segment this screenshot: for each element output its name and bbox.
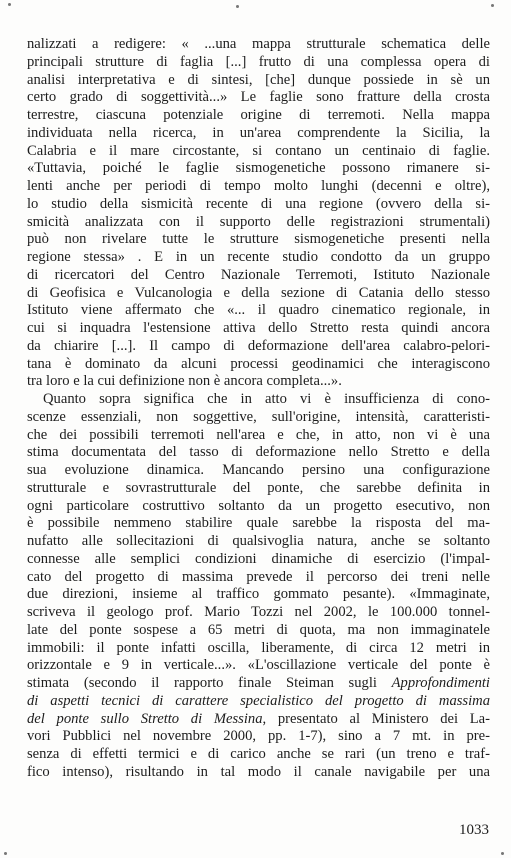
text-line: late del ponte sospese a 65 metri di quota, ma non immaginatele bbox=[27, 621, 490, 638]
text-line: stimata (secondo il rapporto finale Steiman sugli Approfondimenti bbox=[27, 675, 490, 691]
text-line: «Tuttavia, poiché le faglie sismogenetiche possono rimanere si- bbox=[27, 160, 490, 177]
scan-speck bbox=[8, 3, 11, 6]
scan-speck bbox=[4, 852, 7, 855]
text-line: che dei possibili terremoti nell'area e che, in atto, non vi è una bbox=[27, 426, 490, 443]
text-line: certo grado di soggettività...» Le faglie sono fratture della crosta bbox=[27, 89, 490, 106]
text-line: di aspetti tecnici di carattere specialistico del progetto di massima bbox=[27, 692, 490, 709]
text-line: tana è dominato da alcuni processi geodinamici che interagiscono bbox=[27, 355, 490, 372]
text-line: smicità analizzata con il supporto delle registrazioni strumentali) bbox=[27, 213, 490, 230]
body-text bbox=[27, 36, 490, 782]
text-line: immobili: il ponte infatti oscilla, liberamente, di circa 12 metri in bbox=[27, 639, 490, 656]
text-line: del ponte sullo Stretto di Messina, presentato al Ministero dei La- bbox=[27, 710, 490, 727]
text-line: orizzontale e 9 in verticale...». «L'oscillazione verticale del ponte è bbox=[27, 657, 490, 674]
text-line: fico intenso), risultando in tal modo il canale navigabile per una bbox=[27, 763, 490, 780]
text-line: cui si inquadra l'estensione attiva dello Stretto resta quindi ancora bbox=[27, 320, 490, 336]
text-line: cato del progetto di massima prevede il percorso dei treni nelle bbox=[27, 568, 490, 585]
text-line: due direzioni, insieme al traffico gommato pesante). «Immaginate, bbox=[27, 586, 490, 603]
text-line: stima documentata del tasso di deformazione nello Stretto e della bbox=[27, 444, 490, 461]
text-line: tra loro e la cui definizione non è ancora completa...». bbox=[27, 373, 342, 390]
text-line: lo studio della sismicità recente di una regione (ovvero della si- bbox=[27, 195, 490, 212]
text-line: individuata nella ricerca, in un'area comprendente la Sicilia, la bbox=[27, 124, 490, 141]
text-line: principali strutture di faglia [...] frutto di una complessa opera di bbox=[27, 53, 490, 70]
text-line: lenti anche per periodi di tempo molto lunghi (decenni e oltre), bbox=[27, 178, 490, 194]
text-line: ogni particolare costruttivo soltanto da un progetto esecutivo, non bbox=[27, 497, 490, 514]
text-line: è possibile nemmeno stabilire quale sarebbe la risposta del ma- bbox=[27, 515, 490, 532]
text-line: senza di effetti termici e di carico anche se rari (un treno e traf- bbox=[27, 746, 490, 762]
text-line: Istituto viene affermato che «... il quadro cinematico regionale, in bbox=[27, 302, 490, 319]
text-line: connesse alle semplici condizioni dinamiche di esercizio (l'impal- bbox=[27, 550, 490, 567]
scan-speck bbox=[491, 4, 494, 7]
page-number: 1033 bbox=[459, 822, 489, 838]
text-line: scenze essenziali, non soggettive, sull'origine, intensità, caratteristi- bbox=[27, 408, 490, 425]
text-line: sua evoluzione dinamica. Mancando persino una configurazione bbox=[27, 462, 490, 478]
text-line: Calabria e il mare circostante, si contano un centinaio di faglie. bbox=[27, 142, 490, 159]
text-line: vori Pubblici nel novembre 2000, pp. 1-7), sino a 7 mt. in pre- bbox=[27, 728, 490, 745]
text-line: di Geofisica e Vulcanologia e della sezione di Catania dello stesso bbox=[27, 284, 490, 301]
text-line: nalizzati a redigere: « ...una mappa strutturale schematica delle bbox=[27, 36, 490, 52]
scan-speck bbox=[236, 5, 239, 8]
text-line: può non rivelare tutte le strutture sismogenetiche presenti nella bbox=[27, 231, 490, 248]
text-line: nufatto alle sollecitazioni di qualsivoglia natura, anche se soltanto bbox=[27, 533, 490, 549]
text-line: strutturale e sovrastrutturale del ponte, che sarebbe definita in bbox=[27, 479, 490, 496]
text-line: di ricercatori del Centro Nazionale Terremoti, Istituto Nazionale bbox=[27, 266, 490, 283]
text-line: regione stessa» . E in un recente studio condotto da un gruppo bbox=[27, 249, 490, 265]
text-line: Quanto sopra significa che in atto vi è insufficienza di cono- bbox=[43, 391, 490, 407]
text-line: da chiarire [...]. Il campo di deformazione dell'area calabro-pelori- bbox=[27, 337, 490, 354]
text-line: terrestre, ciascuna potenziale origine di terremoti. Nella mappa bbox=[27, 107, 490, 123]
text-line: scriveva il geologo prof. Mario Tozzi nel 2002, le 100.000 tonnel- bbox=[27, 604, 490, 620]
scan-speck bbox=[501, 852, 504, 855]
text-line: analisi interpretativa e di sintesi, [che] dunque possiede in sè un bbox=[27, 71, 490, 88]
